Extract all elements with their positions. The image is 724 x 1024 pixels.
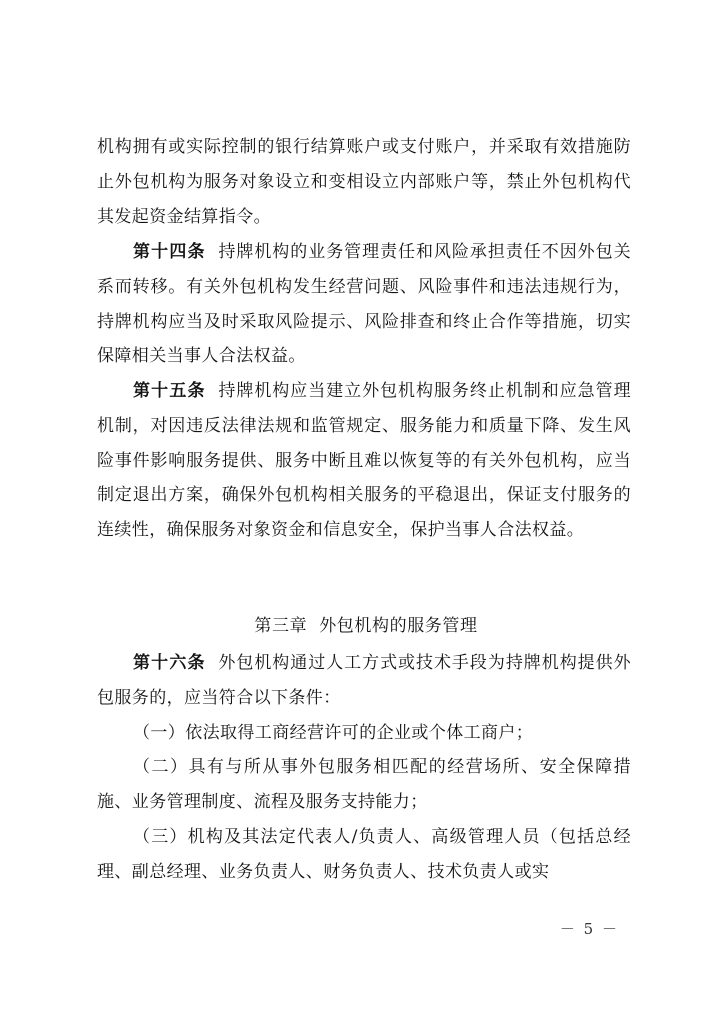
article-14-text: 持牌机构的业务管理责任和风险承担责任不因外包关系而转移。有关外包机构发生经营问题、风险事件和违法违规行为，持牌机构应当及时采取风险提示、风险排查和终止合作等措施，切实保障相关当事人合法权益。 — [97, 242, 632, 367]
paragraph-continuation-text: 机构拥有或实际控制的银行结算账户或支付账户，并采取有效措施防止外包机构为服务对象设立和变相设立内部账户等，禁止外包机构代其发起资金结算指令。 — [97, 137, 631, 227]
list-item-2: （二）具有与所从事外包服务相匹配的经营场所、安全保障措施、业务管理制度、流程及服务支持能力； — [97, 757, 631, 812]
article-14-heading: 第十四条 — [133, 242, 206, 262]
article-16-text: 外包机构通过人工方式或技术手段为持牌机构提供外包服务的，应当符合以下条件： — [97, 653, 632, 708]
page-number: － 5 － — [559, 920, 619, 938]
paragraph-continuation — [97, 130, 631, 234]
article-16-heading: 第十六条 — [133, 653, 206, 673]
list-item-1: （一）依法取得工商经营许可的企业或个体工商户； — [133, 723, 534, 743]
article-14-paragraph — [97, 235, 631, 374]
article-15-text: 持牌机构应当建立外包机构服务终止机制和应急管理机制，对因违反法律法规和监管规定、服务能力和质量下降、发生风险事件影响服务提供、服务中断且难以恢复等的有关外包机构，应当制定退出方案，确保外包机构相关服务的平稳退出，保证支付服务的连续性，确保服务对象资金和信息安全，保护当事人合法权益。 — [97, 381, 632, 541]
chapter-title: 第三章 外包机构的服务管理 — [254, 616, 478, 636]
article-15-paragraph — [97, 374, 631, 548]
list-item-3: （三）机构及其法定代表人/负责人、高级管理人员（包括总经理、副总经理、业务负责人、财务负责人、技术负责人或实 — [97, 827, 631, 882]
article-15-heading: 第十五条 — [133, 381, 206, 401]
article-16-paragraph — [97, 646, 631, 716]
